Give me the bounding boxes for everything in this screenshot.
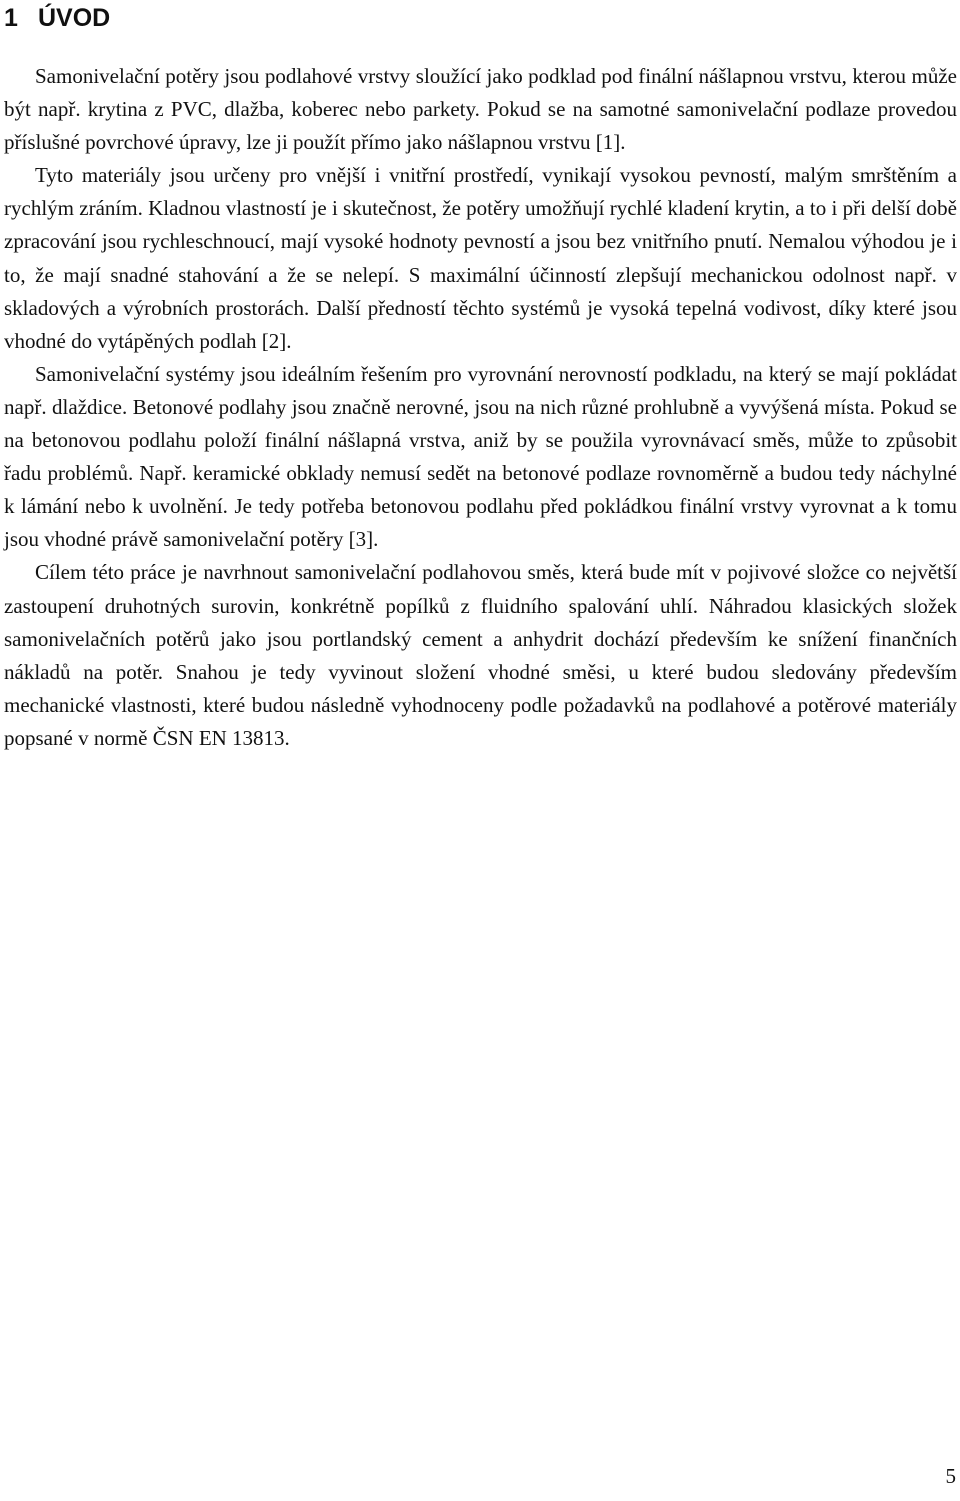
paragraph-3: Samonivelační systémy jsou ideálním řešením pro vyrovnání nerovností podkladu, na který se mají pokládat např. dlaždice. Betonové podlahy jsou značně nerovné, jsou na nich různé prohlubně a vyvýšená místa. Pokud se na betonovou podlahu položí finální nášlapná vrstva, aniž by se použila vyrovnávací směs, může to způsobit řadu problémů. Např. keramické obklady nemusí sedět na betonové podlaze rovnoměrně a budou tedy náchylné k lámání nebo k uvolnění. Je tedy potřeba betonovou podlahu před pokládkou finální vrstvy vyrovnat a k tomu jsou vhodné právě samonivelační potěry [3]. (4, 361, 957, 552)
paragraph-1: Samonivelační potěry jsou podlahové vrstvy sloužící jako podklad pod finální nášlapnou vrstvu, kterou může být např. krytina z PVC, dlažba, koberec nebo parkety. Pokud se na samotné samonivelační podlaze provedou příslušné povrchové úpravy, lze ji použít přímo jako nášlapnou vrstvu [1]. (4, 64, 957, 155)
paragraph-2: Tyto materiály jsou určeny pro vnější i vnitřní prostředí, vynikají vysokou pevností, malým smrštěním a rychlým zráním. Kladnou vlastností je i skutečnost, že potěry umožňují rychlé kladení krytin, a to i při delší době zpracování jsou rychleschnoucí, mají vysoké hodnoty pevností a jsou bez vnitřního pnutí. Nemalou výhodou je i to, že mají snadné stahování a že se nelepí. S maximální účinností zlepšují mechanickou odolnost např. v skladových a výrobních prostorách. Další předností těchto systémů je vysoká tepelná vodivost, díky které jsou vhodné do vytápěných podlah [2]. (4, 163, 957, 353)
chapter-heading (4, 2, 110, 34)
chapter-title: ÚVOD (38, 4, 111, 32)
page-number: 5 (945, 1464, 956, 1488)
chapter-number: 1 (4, 4, 18, 32)
body-text (4, 60, 957, 755)
paragraph-4: Cílem této práce je navrhnout samonivelační podlahovou směs, která bude mít v pojivové složce co největší zastoupení druhotných surovin, konkrétně popílků z fluidního spalování uhlí. Náhradou klasických složek samonivelačních potěrů jako jsou portlandský cement a anhydrit dochází především ke snížení finančních nákladů na potěr. Snahou je tedy vyvinout složení vhodné směsi, u které budou sledovány především mechanické vlastnosti, které budou následně vyhodnoceny podle požadavků na podlahové a potěrové materiály popsané v normě ČSN EN 13813. (4, 560, 957, 750)
